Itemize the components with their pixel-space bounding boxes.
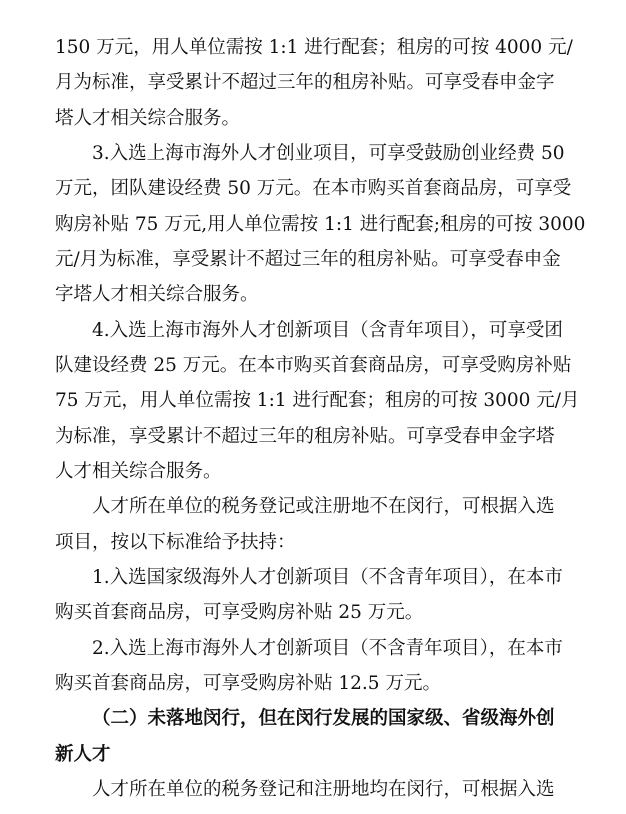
text-line (0, 523, 626, 563)
text-line (0, 63, 626, 103)
line-text: 元/月为标准，享受累计不超过三年的租房补贴。可享受春申金 (55, 249, 561, 270)
line-text: 购买首套商品房，可享受购房补贴 12.5 万元。 (55, 673, 441, 694)
text-line (0, 381, 626, 421)
text-line (0, 452, 626, 492)
line-text: 为标准，享受累计不超过三年的租房补贴。可享受春申金字塔 (55, 426, 555, 447)
text-line (0, 275, 626, 315)
line-text: 人才相关综合服务。 (55, 461, 222, 482)
line-text: 项目，按以下标准给予扶持： (55, 532, 296, 553)
line-text: 塔人才相关综合服务。 (55, 108, 241, 129)
line-text: 1.入选国家级海外人才创新项目（不含青年项目），在本市 (92, 567, 563, 588)
text-line (0, 28, 626, 68)
text-line (0, 311, 626, 351)
line-text: 万元，团队建设经费 50 万元。在本市购买首套商品房，可享受 (55, 178, 572, 199)
text-line (0, 169, 626, 209)
line-text: 月为标准，享受累计不超过三年的租房补贴。可享受春申金字 (55, 72, 555, 93)
text-line (0, 629, 626, 669)
text-line (0, 205, 626, 245)
line-text: 3.入选上海市海外人才创业项目，可享受鼓励创业经费 50 (92, 143, 565, 164)
line-text: 4.入选上海市海外人才创新项目（含青年项目），可享受团 (92, 320, 563, 341)
section-heading (0, 735, 626, 775)
text-line (0, 487, 626, 527)
line-text: 队建设经费 25 万元。在本市购买首套商品房，可享受购房补贴 (55, 355, 572, 376)
text-line (0, 346, 626, 386)
line-text: 人才所在单位的税务登记或注册地不在闵行，可根据入选 (92, 496, 555, 517)
line-text: 75 万元，用人单位需按 1:1 进行配套；租房的可按 3000 元/月 (55, 390, 580, 411)
text-line (0, 240, 626, 280)
line-text: 购买首套商品房，可享受购房补贴 25 万元。 (55, 602, 424, 623)
section-heading (0, 699, 626, 739)
text-line (0, 558, 626, 598)
line-text: 字塔人才相关综合服务。 (55, 284, 259, 305)
line-text: 人才所在单位的税务登记和注册地均在闵行，可根据入选 (92, 779, 555, 800)
text-line (0, 593, 626, 633)
text-line (0, 99, 626, 139)
line-text: 150 万元，用人单位需按 1:1 进行配套；租房的可按 4000 元/ (55, 37, 573, 58)
text-line (0, 770, 626, 810)
line-text: 2.入选上海市海外人才创新项目（不含青年项目），在本市 (92, 638, 563, 659)
heading-text: （二）未落地闵行，但在闵行发展的国家级、省级海外创 (92, 708, 555, 729)
line-text: 购房补贴 75 万元,用人单位需按 1:1 进行配套;租房的可按 3000 (55, 214, 586, 235)
text-line (0, 417, 626, 457)
heading-text: 新人才 (55, 744, 111, 765)
text-line (0, 664, 626, 704)
text-line (0, 134, 626, 174)
